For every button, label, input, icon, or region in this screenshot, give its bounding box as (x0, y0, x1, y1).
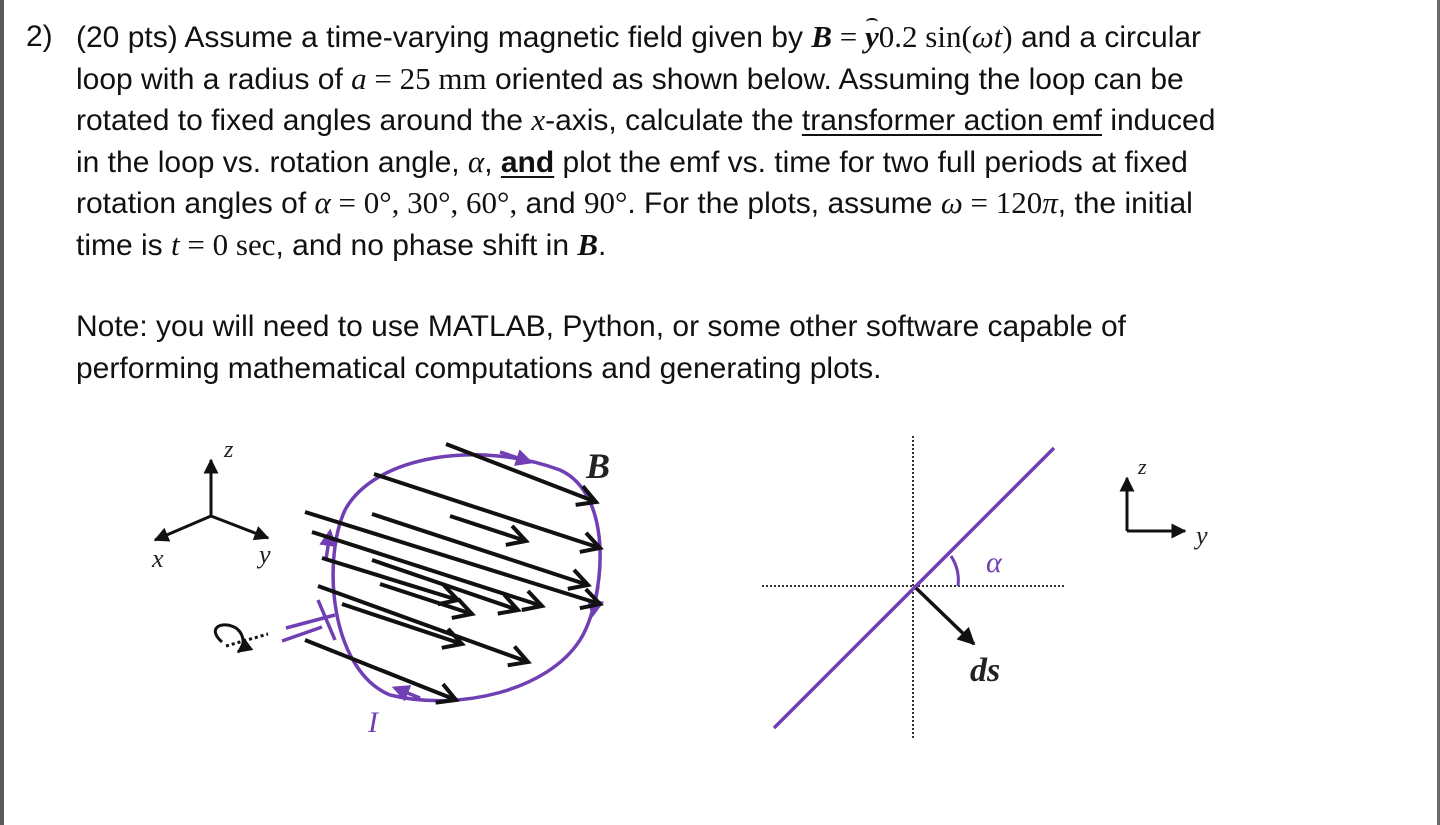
text-run: rotated to fixed angles around the (76, 104, 532, 137)
axis-z-label: z (1138, 454, 1147, 479)
ds-label: ds (970, 652, 1001, 689)
note-line: Note: you will need to use MATLAB, Python, or some other software capable of (76, 310, 1126, 343)
math-variable: ωt (971, 19, 1003, 54)
math-run: = 0°, 30°, 60°, (330, 185, 518, 220)
current-label-I: I (368, 706, 378, 739)
math-vector: B (811, 19, 833, 54)
math-variable: a (351, 60, 367, 96)
problem-number: 2) (26, 20, 53, 53)
unit-vector-y-hat: y (865, 16, 879, 58)
math-run: ) (1002, 19, 1013, 54)
math-run: = 0 sec (179, 226, 276, 262)
underlined-term: transformer action emf (801, 104, 1102, 137)
text-run: rotation angles of (76, 187, 315, 220)
field-lines (305, 444, 600, 700)
angle-arc (951, 556, 958, 586)
math-variable: ω (940, 185, 963, 220)
field-label-B: B (586, 446, 611, 486)
xyz-axes-triad (155, 460, 268, 540)
text-run: and a circular (1012, 21, 1202, 54)
text-run: (20 pts) Assume a time-varying magnetic field given by (76, 21, 812, 54)
axis-x-label: x (152, 544, 164, 573)
math-variable: α (314, 185, 331, 220)
math-run: 0.2 sin( (878, 19, 972, 54)
text-run: time is (76, 228, 172, 262)
text-run: plot the emf vs. time for two full periods at fixed (554, 145, 1188, 179)
text-run: , (484, 145, 501, 179)
circular-loop (282, 455, 600, 701)
text-run: . For the plots, assume (627, 187, 941, 220)
rotation-angle-figure (720, 0, 1440, 825)
axis-y-label: y (259, 540, 271, 569)
text-run: loop with a radius of (76, 62, 352, 96)
math-run: = 120 (962, 185, 1043, 220)
axis-y-label: y (1196, 521, 1208, 550)
math-variable: π (1042, 185, 1058, 220)
text-run: oriented as shown below. Assuming the loop can be (486, 62, 1184, 96)
rotation-arrow-icon (215, 625, 268, 652)
math-variable: α (467, 143, 485, 179)
text-run: , the initial (1057, 187, 1193, 220)
math-variable: x (531, 102, 546, 137)
text-run: -axis, calculate the (545, 104, 802, 137)
text-run: . (598, 228, 607, 262)
math-run: = 25 mm (366, 60, 487, 96)
text-run: and (517, 187, 584, 220)
yz-axes-triad (1127, 478, 1185, 531)
math-run: 90° (583, 185, 628, 220)
ds-normal-arrow (916, 588, 974, 644)
math-variable: t (171, 226, 180, 262)
text-run: in the loop vs. rotation angle, (76, 145, 468, 179)
text-run: induced (1102, 104, 1216, 137)
axis-z-label: z (224, 437, 234, 463)
note-line: performing mathematical computations and generating plots. (76, 351, 882, 385)
math-run: = (832, 19, 865, 54)
angle-label-alpha: α (986, 546, 1002, 579)
text-run: , and no phase shift in (275, 228, 578, 262)
math-vector: B (577, 226, 599, 262)
emphasized-and: and (500, 145, 555, 179)
